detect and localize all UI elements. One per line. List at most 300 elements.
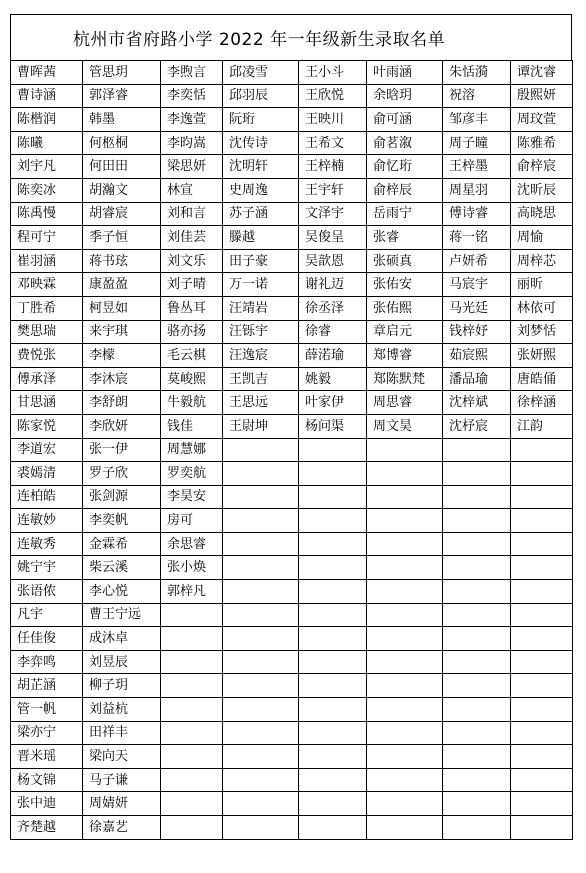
student-name-cell: 周文昊 bbox=[367, 414, 443, 438]
student-name-cell: 晋米瑶 bbox=[11, 745, 83, 769]
table-row bbox=[11, 414, 573, 438]
student-name-cell: 樊思瑞 bbox=[11, 320, 83, 344]
student-name-cell bbox=[299, 721, 367, 745]
student-name-cell: 罗子欣 bbox=[83, 462, 161, 486]
student-name-cell: 王映川 bbox=[299, 108, 367, 132]
student-name-cell: 刘益杭 bbox=[83, 698, 161, 722]
student-name-cell bbox=[299, 509, 367, 533]
student-name-cell bbox=[299, 745, 367, 769]
student-name-cell: 徐睿 bbox=[299, 320, 367, 344]
student-name-cell: 齐楚越 bbox=[11, 816, 83, 840]
student-name-cell: 张中迪 bbox=[11, 792, 83, 816]
student-name-cell: 费悦张 bbox=[11, 344, 83, 368]
student-name-cell bbox=[161, 768, 223, 792]
student-name-cell: 张佑熙 bbox=[367, 296, 443, 320]
student-name-cell: 傅诗睿 bbox=[443, 202, 511, 226]
student-name-cell: 陈奕冰 bbox=[11, 178, 83, 202]
table-row bbox=[11, 768, 573, 792]
student-name-cell bbox=[443, 485, 511, 509]
table-row bbox=[11, 273, 573, 297]
student-name-cell: 马宸宇 bbox=[443, 273, 511, 297]
student-name-cell: 余晗玥 bbox=[367, 84, 443, 108]
student-name-cell bbox=[511, 556, 573, 580]
student-name-cell: 郑陈默梵 bbox=[367, 367, 443, 391]
table-row bbox=[11, 816, 573, 840]
student-name-cell: 罗奕航 bbox=[161, 462, 223, 486]
student-name-cell: 周愉 bbox=[511, 226, 573, 250]
student-name-cell bbox=[223, 509, 299, 533]
student-name-cell bbox=[299, 627, 367, 651]
student-name-cell: 张语侬 bbox=[11, 580, 83, 604]
student-name-cell: 徐嘉艺 bbox=[83, 816, 161, 840]
table-row bbox=[11, 84, 573, 108]
student-name-cell: 沈昕辰 bbox=[511, 178, 573, 202]
student-name-cell: 田祥丰 bbox=[83, 721, 161, 745]
student-name-cell bbox=[511, 485, 573, 509]
student-name-cell: 裘嫣清 bbox=[11, 462, 83, 486]
student-name-cell bbox=[367, 556, 443, 580]
student-name-cell bbox=[223, 627, 299, 651]
student-name-cell: 潘品瑜 bbox=[443, 367, 511, 391]
student-name-cell: 吴俊呈 bbox=[299, 226, 367, 250]
student-name-cell: 吴歆恩 bbox=[299, 249, 367, 273]
student-name-cell bbox=[443, 650, 511, 674]
table-row bbox=[11, 698, 573, 722]
student-name-cell: 连柏皓 bbox=[11, 485, 83, 509]
student-name-cell bbox=[223, 556, 299, 580]
student-name-cell bbox=[511, 698, 573, 722]
student-name-cell: 殷熙妍 bbox=[511, 84, 573, 108]
table-row bbox=[11, 792, 573, 816]
student-name-cell: 李沐宸 bbox=[83, 367, 161, 391]
table-row bbox=[11, 61, 573, 85]
table-row bbox=[11, 226, 573, 250]
student-name-cell bbox=[367, 674, 443, 698]
student-name-cell: 王尉坤 bbox=[223, 414, 299, 438]
student-name-cell bbox=[511, 462, 573, 486]
student-name-cell: 莫峻熙 bbox=[161, 367, 223, 391]
student-name-cell: 刘宇凡 bbox=[11, 155, 83, 179]
student-name-cell bbox=[367, 462, 443, 486]
student-name-cell: 陈家悦 bbox=[11, 414, 83, 438]
student-name-cell bbox=[161, 603, 223, 627]
student-name-cell: 蒋一铭 bbox=[443, 226, 511, 250]
student-name-cell bbox=[511, 438, 573, 462]
student-name-cell bbox=[161, 627, 223, 651]
student-name-cell bbox=[161, 816, 223, 840]
student-name-cell bbox=[367, 485, 443, 509]
student-name-cell: 何田田 bbox=[83, 155, 161, 179]
student-name-cell bbox=[223, 674, 299, 698]
student-name-cell bbox=[223, 485, 299, 509]
table-row bbox=[11, 249, 573, 273]
student-name-cell bbox=[223, 532, 299, 556]
student-name-cell: 牛毅航 bbox=[161, 391, 223, 415]
student-name-cell: 柳子玥 bbox=[83, 674, 161, 698]
student-name-cell: 何柩桐 bbox=[83, 131, 161, 155]
table-row bbox=[11, 438, 573, 462]
table-row bbox=[11, 202, 573, 226]
student-name-cell: 俞梓辰 bbox=[367, 178, 443, 202]
student-name-cell: 李弈鸣 bbox=[11, 650, 83, 674]
student-name-cell: 王梓楠 bbox=[299, 155, 367, 179]
student-name-cell bbox=[443, 721, 511, 745]
student-name-cell bbox=[299, 532, 367, 556]
student-name-cell bbox=[367, 532, 443, 556]
student-name-cell bbox=[443, 627, 511, 651]
student-name-cell bbox=[367, 698, 443, 722]
student-name-cell: 王凯吉 bbox=[223, 367, 299, 391]
table-row bbox=[11, 155, 573, 179]
student-name-cell: 李昀嵩 bbox=[161, 131, 223, 155]
table-row bbox=[11, 367, 573, 391]
student-name-cell: 邹彦丰 bbox=[443, 108, 511, 132]
student-name-cell bbox=[443, 674, 511, 698]
student-name-cell: 梁向天 bbox=[83, 745, 161, 769]
student-name-cell: 滕越 bbox=[223, 226, 299, 250]
student-name-cell bbox=[443, 698, 511, 722]
student-name-cell: 任佳俊 bbox=[11, 627, 83, 651]
student-name-cell bbox=[299, 768, 367, 792]
student-name-cell bbox=[299, 698, 367, 722]
student-name-cell: 钱佳 bbox=[161, 414, 223, 438]
student-name-cell bbox=[511, 768, 573, 792]
student-name-cell: 王小斗 bbox=[299, 61, 367, 85]
student-name-cell: 苏子涵 bbox=[223, 202, 299, 226]
student-name-cell: 胡睿宸 bbox=[83, 202, 161, 226]
student-name-cell: 鲁丛耳 bbox=[161, 296, 223, 320]
table-row bbox=[11, 344, 573, 368]
table-row bbox=[11, 131, 573, 155]
student-name-cell: 谭沈睿 bbox=[511, 61, 573, 85]
table-row bbox=[11, 296, 573, 320]
student-name-cell bbox=[161, 674, 223, 698]
student-name-cell bbox=[223, 580, 299, 604]
table-row bbox=[11, 627, 573, 651]
student-name-cell bbox=[161, 721, 223, 745]
student-name-cell: 俞可涵 bbox=[367, 108, 443, 132]
student-name-cell: 崔羽涵 bbox=[11, 249, 83, 273]
student-name-cell: 季子恒 bbox=[83, 226, 161, 250]
student-name-cell: 杨文锦 bbox=[11, 768, 83, 792]
student-name-cell bbox=[443, 603, 511, 627]
student-name-cell bbox=[161, 792, 223, 816]
student-name-cell: 刘和言 bbox=[161, 202, 223, 226]
student-name-cell bbox=[511, 674, 573, 698]
student-name-cell bbox=[511, 627, 573, 651]
student-name-cell bbox=[367, 721, 443, 745]
student-name-cell: 马子谦 bbox=[83, 768, 161, 792]
table-row bbox=[11, 509, 573, 533]
student-name-cell: 钱梓妤 bbox=[443, 320, 511, 344]
student-name-cell bbox=[511, 603, 573, 627]
student-name-cell bbox=[223, 745, 299, 769]
student-name-cell: 沈梓斌 bbox=[443, 391, 511, 415]
student-name-cell bbox=[223, 650, 299, 674]
student-name-cell: 汪逸宸 bbox=[223, 344, 299, 368]
student-name-cell bbox=[299, 438, 367, 462]
student-name-cell: 张妍熙 bbox=[511, 344, 573, 368]
student-name-cell bbox=[223, 438, 299, 462]
student-name-cell: 王梓墨 bbox=[443, 155, 511, 179]
student-name-cell: 阮珩 bbox=[223, 108, 299, 132]
student-name-cell bbox=[299, 603, 367, 627]
student-name-cell: 梁思妍 bbox=[161, 155, 223, 179]
student-name-cell bbox=[223, 462, 299, 486]
student-name-cell: 史周逸 bbox=[223, 178, 299, 202]
student-name-cell: 王希文 bbox=[299, 131, 367, 155]
table-row bbox=[11, 108, 573, 132]
student-name-cell bbox=[299, 792, 367, 816]
student-name-cell bbox=[299, 674, 367, 698]
student-name-cell: 毛云棋 bbox=[161, 344, 223, 368]
table-row bbox=[11, 603, 573, 627]
student-name-cell: 李昊安 bbox=[161, 485, 223, 509]
student-name-cell: 蒋书玹 bbox=[83, 249, 161, 273]
student-name-cell: 王欣悦 bbox=[299, 84, 367, 108]
student-name-cell: 张睿 bbox=[367, 226, 443, 250]
student-name-cell: 邱羽辰 bbox=[223, 84, 299, 108]
student-name-cell: 丽昕 bbox=[511, 273, 573, 297]
student-name-cell: 岳雨宁 bbox=[367, 202, 443, 226]
student-name-cell: 姚宁宇 bbox=[11, 556, 83, 580]
table-row bbox=[11, 462, 573, 486]
student-name-cell: 李欣妍 bbox=[83, 414, 161, 438]
student-name-cell bbox=[161, 698, 223, 722]
student-name-cell: 成沐卓 bbox=[83, 627, 161, 651]
student-name-cell bbox=[161, 745, 223, 769]
student-name-cell: 丁胜希 bbox=[11, 296, 83, 320]
student-name-cell: 江韵 bbox=[511, 414, 573, 438]
student-name-cell: 唐皓俑 bbox=[511, 367, 573, 391]
student-name-cell bbox=[367, 816, 443, 840]
student-name-cell: 李逸萱 bbox=[161, 108, 223, 132]
student-name-cell: 郭梓凡 bbox=[161, 580, 223, 604]
student-name-cell: 徐梓涵 bbox=[511, 391, 573, 415]
student-name-cell bbox=[367, 580, 443, 604]
student-name-cell bbox=[223, 792, 299, 816]
student-name-cell: 林宣 bbox=[161, 178, 223, 202]
student-name-cell: 沈明轩 bbox=[223, 155, 299, 179]
student-name-cell: 刘昱辰 bbox=[83, 650, 161, 674]
student-name-cell: 韩墨 bbox=[83, 108, 161, 132]
student-name-cell: 刘子晴 bbox=[161, 273, 223, 297]
student-name-cell bbox=[367, 509, 443, 533]
student-name-cell: 凡宇 bbox=[11, 603, 83, 627]
student-name-cell bbox=[367, 603, 443, 627]
student-name-cell bbox=[367, 627, 443, 651]
student-name-cell: 陈楷润 bbox=[11, 108, 83, 132]
student-name-cell: 周思睿 bbox=[367, 391, 443, 415]
student-name-cell: 徐丞泽 bbox=[299, 296, 367, 320]
student-name-cell: 余思睿 bbox=[161, 532, 223, 556]
student-name-cell bbox=[511, 532, 573, 556]
student-name-cell bbox=[299, 580, 367, 604]
student-name-cell: 李舒朗 bbox=[83, 391, 161, 415]
student-name-cell: 程可宁 bbox=[11, 226, 83, 250]
student-name-cell: 张小焕 bbox=[161, 556, 223, 580]
student-name-cell: 万一诺 bbox=[223, 273, 299, 297]
student-name-cell bbox=[367, 792, 443, 816]
student-name-cell: 祝溶 bbox=[443, 84, 511, 108]
student-name-cell bbox=[367, 745, 443, 769]
student-name-cell bbox=[299, 816, 367, 840]
student-name-cell: 刘佳芸 bbox=[161, 226, 223, 250]
student-name-cell: 陈禹慢 bbox=[11, 202, 83, 226]
student-name-cell: 梁亦宁 bbox=[11, 721, 83, 745]
student-name-cell: 周星羽 bbox=[443, 178, 511, 202]
student-name-cell bbox=[443, 462, 511, 486]
student-name-cell: 连敏秀 bbox=[11, 532, 83, 556]
student-name-cell bbox=[367, 650, 443, 674]
student-name-cell: 卢妍希 bbox=[443, 249, 511, 273]
table-row bbox=[11, 532, 573, 556]
student-name-cell: 管思玥 bbox=[83, 61, 161, 85]
student-name-cell: 连敏妙 bbox=[11, 509, 83, 533]
student-name-cell: 柯昱如 bbox=[83, 296, 161, 320]
table-row bbox=[11, 650, 573, 674]
student-name-cell bbox=[223, 816, 299, 840]
student-name-cell bbox=[511, 816, 573, 840]
student-name-cell bbox=[511, 509, 573, 533]
table-row bbox=[11, 320, 573, 344]
student-name-cell bbox=[223, 698, 299, 722]
table-row bbox=[11, 178, 573, 202]
student-name-cell: 姚毅 bbox=[299, 367, 367, 391]
student-name-cell: 柴云溪 bbox=[83, 556, 161, 580]
student-name-cell: 沈杼宸 bbox=[443, 414, 511, 438]
student-name-cell bbox=[223, 768, 299, 792]
student-name-cell: 甘思涵 bbox=[11, 391, 83, 415]
student-name-cell: 俞梓宸 bbox=[511, 155, 573, 179]
student-name-cell: 李煦言 bbox=[161, 61, 223, 85]
student-name-cell bbox=[511, 650, 573, 674]
student-name-cell: 沈传诗 bbox=[223, 131, 299, 155]
roster-table bbox=[10, 60, 573, 840]
student-name-cell: 曹诗涵 bbox=[11, 84, 83, 108]
student-name-cell: 周慧娜 bbox=[161, 438, 223, 462]
student-name-cell: 胡瀚文 bbox=[83, 178, 161, 202]
student-name-cell bbox=[299, 462, 367, 486]
student-name-cell: 王宇轩 bbox=[299, 178, 367, 202]
student-name-cell: 杨问渠 bbox=[299, 414, 367, 438]
student-name-cell bbox=[367, 768, 443, 792]
student-name-cell: 汪靖岩 bbox=[223, 296, 299, 320]
student-name-cell bbox=[443, 768, 511, 792]
student-name-cell bbox=[223, 721, 299, 745]
student-name-cell: 管一帆 bbox=[11, 698, 83, 722]
student-name-cell: 章启元 bbox=[367, 320, 443, 344]
student-name-cell: 谢礼迈 bbox=[299, 273, 367, 297]
student-name-cell bbox=[511, 580, 573, 604]
table-row bbox=[11, 485, 573, 509]
student-name-cell: 俞忆珩 bbox=[367, 155, 443, 179]
student-name-cell: 张硕真 bbox=[367, 249, 443, 273]
student-name-cell bbox=[443, 816, 511, 840]
student-name-cell bbox=[511, 721, 573, 745]
page-title: 杭州市省府路小学 2022 年一年级新生录取名单 bbox=[10, 14, 572, 60]
student-name-cell: 汪铄宇 bbox=[223, 320, 299, 344]
student-name-cell: 周梓芯 bbox=[511, 249, 573, 273]
student-name-cell: 周玟萱 bbox=[511, 108, 573, 132]
student-name-cell: 李檬 bbox=[83, 344, 161, 368]
student-name-cell: 曹王宁远 bbox=[83, 603, 161, 627]
enrollment-sheet bbox=[10, 14, 572, 840]
student-name-cell: 傅承泽 bbox=[11, 367, 83, 391]
student-name-cell: 郑博睿 bbox=[367, 344, 443, 368]
student-name-cell bbox=[367, 438, 443, 462]
table-row bbox=[11, 556, 573, 580]
student-name-cell: 田子豪 bbox=[223, 249, 299, 273]
student-name-cell: 骆亦扬 bbox=[161, 320, 223, 344]
student-name-cell: 林依可 bbox=[511, 296, 573, 320]
student-name-cell: 李奕帆 bbox=[83, 509, 161, 533]
student-name-cell: 邱凌雪 bbox=[223, 61, 299, 85]
table-row bbox=[11, 391, 573, 415]
student-name-cell: 李奕恬 bbox=[161, 84, 223, 108]
student-name-cell: 茹宸熙 bbox=[443, 344, 511, 368]
student-name-cell bbox=[443, 509, 511, 533]
student-name-cell: 金霖希 bbox=[83, 532, 161, 556]
table-row bbox=[11, 745, 573, 769]
student-name-cell bbox=[511, 745, 573, 769]
student-name-cell: 房可 bbox=[161, 509, 223, 533]
student-name-cell: 来宇琪 bbox=[83, 320, 161, 344]
student-name-cell bbox=[443, 556, 511, 580]
student-name-cell: 康盈盈 bbox=[83, 273, 161, 297]
student-name-cell bbox=[443, 792, 511, 816]
student-name-cell bbox=[443, 438, 511, 462]
student-name-cell: 张佑安 bbox=[367, 273, 443, 297]
student-name-cell bbox=[443, 745, 511, 769]
student-name-cell: 李道宏 bbox=[11, 438, 83, 462]
roster-body bbox=[11, 61, 573, 840]
student-name-cell bbox=[443, 532, 511, 556]
student-name-cell: 叶雨涵 bbox=[367, 61, 443, 85]
student-name-cell bbox=[443, 580, 511, 604]
student-name-cell: 俞茗溆 bbox=[367, 131, 443, 155]
student-name-cell: 周子瞳 bbox=[443, 131, 511, 155]
student-name-cell: 刘文乐 bbox=[161, 249, 223, 273]
student-name-cell: 朱恬漪 bbox=[443, 61, 511, 85]
student-name-cell: 文泽宇 bbox=[299, 202, 367, 226]
student-name-cell bbox=[299, 650, 367, 674]
student-name-cell: 王思远 bbox=[223, 391, 299, 415]
student-name-cell: 叶家伊 bbox=[299, 391, 367, 415]
table-row bbox=[11, 721, 573, 745]
student-name-cell: 周婧妍 bbox=[83, 792, 161, 816]
student-name-cell: 高晓思 bbox=[511, 202, 573, 226]
student-name-cell: 薛渃瑜 bbox=[299, 344, 367, 368]
student-name-cell: 陈雅希 bbox=[511, 131, 573, 155]
student-name-cell: 刘梦恬 bbox=[511, 320, 573, 344]
student-name-cell bbox=[223, 603, 299, 627]
student-name-cell: 胡芷涵 bbox=[11, 674, 83, 698]
student-name-cell bbox=[299, 556, 367, 580]
table-row bbox=[11, 674, 573, 698]
student-name-cell: 郭泽睿 bbox=[83, 84, 161, 108]
student-name-cell: 马光廷 bbox=[443, 296, 511, 320]
table-row bbox=[11, 580, 573, 604]
student-name-cell: 曹晖茜 bbox=[11, 61, 83, 85]
student-name-cell: 陈曦 bbox=[11, 131, 83, 155]
student-name-cell: 李心悦 bbox=[83, 580, 161, 604]
student-name-cell: 邓映霖 bbox=[11, 273, 83, 297]
student-name-cell bbox=[299, 485, 367, 509]
student-name-cell: 张剑源 bbox=[83, 485, 161, 509]
student-name-cell: 张一伊 bbox=[83, 438, 161, 462]
student-name-cell bbox=[161, 650, 223, 674]
